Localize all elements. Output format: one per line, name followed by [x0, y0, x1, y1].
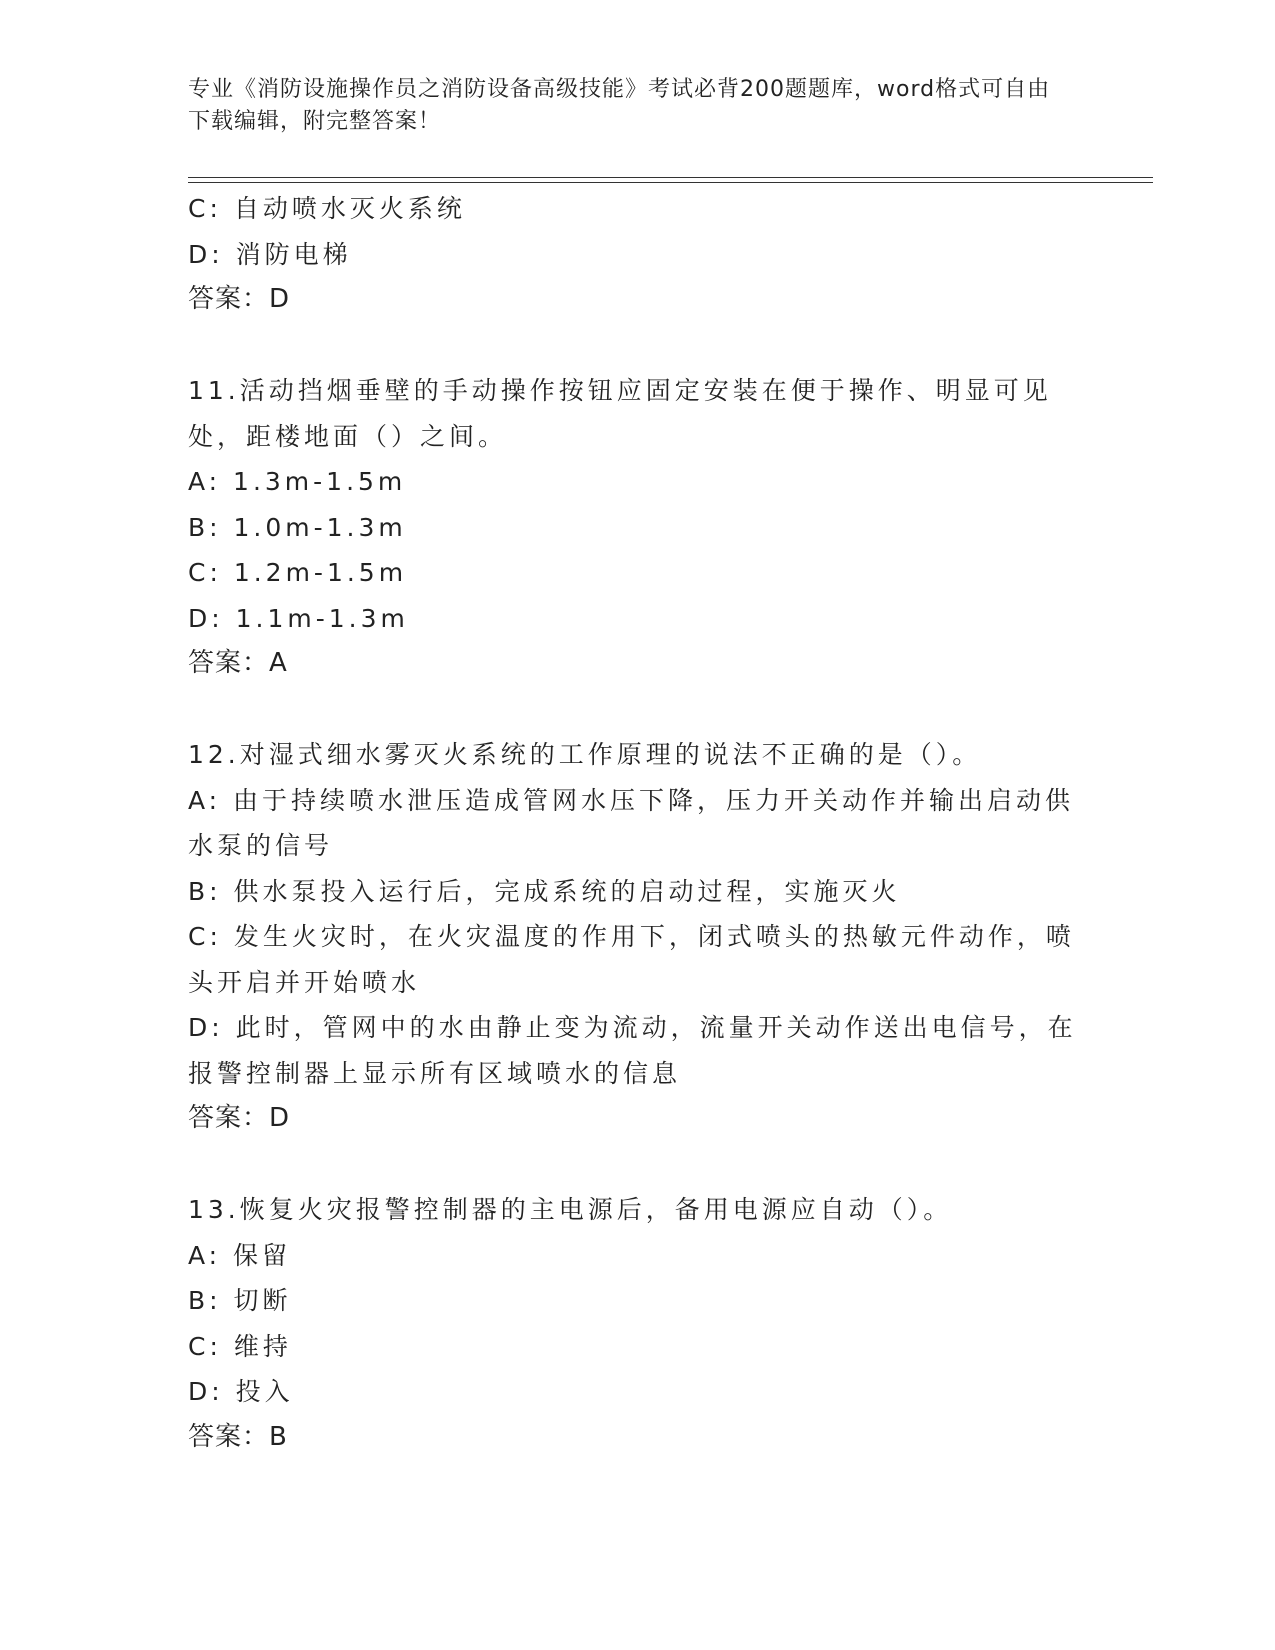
option-a: A: 1.3m-1.5m — [188, 467, 407, 496]
option-a: A: 保留 — [188, 1240, 292, 1270]
previous-question — [188, 186, 1078, 323]
question-11 — [188, 368, 1078, 687]
option-b: B: 供水泵投入运行后，完成系统的启动过程，实施灭火 — [188, 876, 901, 906]
option-b: B: 切断 — [188, 1286, 292, 1315]
header-rule-bottom — [188, 182, 1153, 183]
option-d: D: 消防电梯 — [188, 239, 352, 269]
answer: 答案：B — [188, 1421, 288, 1452]
answer: 答案：D — [188, 284, 291, 314]
answer: 答案：D — [188, 1103, 291, 1133]
document-body — [188, 186, 1078, 1460]
question-12 — [188, 732, 1078, 1142]
question-13 — [188, 1187, 1078, 1460]
option-c: C: 维持 — [188, 1331, 292, 1361]
document-header: 专业《消防设施操作员之消防设备高级技能》考试必背200题题库，word格式可自由下载编辑，附完整答案！ — [188, 77, 1051, 134]
option-c: C: 发生火灾时，在火灾温度的作用下，闭式喷头的热敏元件动作，喷头开启并开始喷水 — [188, 922, 1075, 997]
option-b: B: 1.0m-1.3m — [188, 512, 407, 542]
question-stem: 11.活动挡烟垂壁的手动操作按钮应固定安装在便于操作、明显可见处，距楼地面（）之间。 — [188, 376, 1052, 451]
question-stem: 13.恢复火灾报警控制器的主电源后，备用电源应自动（）。 — [188, 1195, 953, 1224]
option-c: C: 1.2m-1.5m — [188, 558, 408, 587]
option-c: C: 自动喷水灭火系统 — [188, 194, 466, 223]
option-a: A: 由于持续喷水泄压造成管网水压下降，压力开关动作并输出启动供水泵的信号 — [188, 785, 1075, 860]
answer: 答案：A — [188, 648, 288, 678]
option-d: D: 1.1m-1.3m — [188, 603, 409, 633]
option-d: D: 投入 — [188, 1377, 294, 1406]
option-d: D: 此时，管网中的水由静止变为流动，流量开关动作送出电信号，在报警控制器上显示所有区域喷水的信息 — [188, 1013, 1077, 1088]
question-stem: 12.对湿式细水雾灭火系统的工作原理的说法不正确的是（）。 — [188, 740, 982, 769]
header-rule-top — [188, 177, 1153, 178]
